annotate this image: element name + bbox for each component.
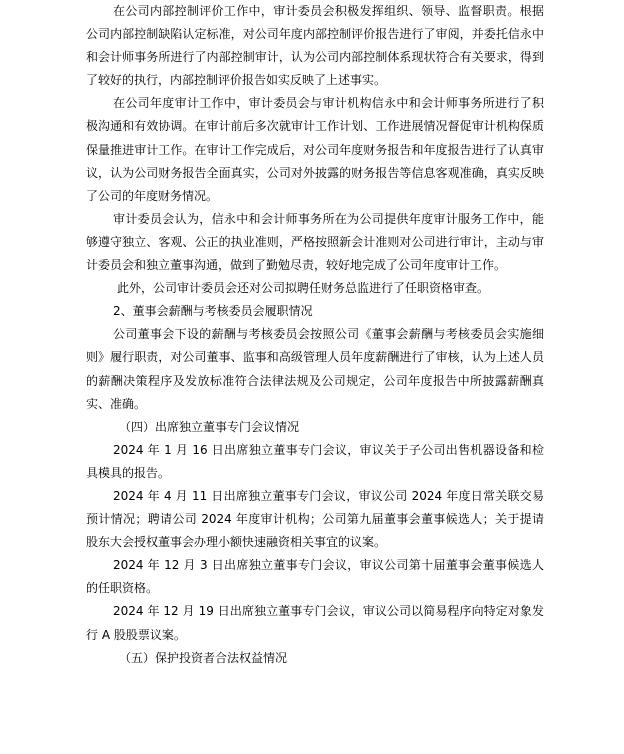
section-heading-investor-protection: （五）保护投资者合法权益情况 <box>119 650 288 665</box>
paragraph-meeting-dec-3: 2024 年 12 月 3 日出席独立董事专门会议，审议公司第十届董事会董事候选人的任职资格。 <box>86 558 544 596</box>
paragraph-meeting-apr-11: 2024 年 4 月 11 日出席独立董事专门会议，审议公司 2024 年度日常关联交易预计情况；聘请公司 2024 年度审计机构；公司第九届董事会董事候选人；关于提请股东大会授权董事会办理小额快速融资相关事宜的议案。 <box>86 488 544 550</box>
paragraph-meeting-dec-19: 2024 年 12 月 19 日出席独立董事专门会议，审议公司以简易程序向特定对象发行 A 股股票议案。 <box>86 604 544 642</box>
section-heading-compensation: 2、董事会薪酬与考核委员会履职情况 <box>113 304 313 319</box>
paragraph-annual-audit: 在公司年度审计工作中，审计委员会与审计机构信永中和会计师事务所进行了积极沟通和有效协调。在审计前后多次就审计工作计划、工作进展情况督促审计机构保质保量推进审计工作。在审计工作完成后，对公司年度财务报告和年度报告进行了认真审议，认为公司财务报告全面真实，公司对外披露的财务报告等信息客观准确，真实反映了公司的年度财务情况。 <box>86 96 544 203</box>
paragraph-cfo-review: 此外，公司审计委员会还对公司拟聘任财务总监进行了任职资格审查。 <box>117 281 490 296</box>
paragraph-meeting-jan-16: 2024 年 1 月 16 日出席独立董事专门会议，审议关于子公司出售机器设备和检具模具的报告。 <box>86 442 544 480</box>
paragraph-compensation-committee: 公司董事会下设的薪酬与考核委员会按照公司《董事会薪酬与考核委员会实施细则》履行职责，对公司董事、监事和高级管理人员年度薪酬进行了审核，认为上述人员的薪酬决策程序及发放标准符合法律法规及公司规定，公司年度报告中所披露薪酬真实、准确。 <box>86 327 544 411</box>
paragraph-internal-control: 在公司内部控制评价工作中，审计委员会积极发挥组织、领导、监督职责。根据公司内部控制缺陷认定标准，对公司年度内部控制评价报告进行了审阅，并委托信永中和会计师事务所进行了内部控制审计，认为公司内部控制体系现状符合有关要求，得到了较好的执行，内部控制评价报告如实反映了上述事实。 <box>86 4 544 88</box>
paragraph-audit-committee-opinion: 审计委员会认为，信永中和会计师事务所在为公司提供年度审计服务工作中，能够遵守独立、客观、公正的执业准则，严格按照新会计准则对公司进行审计，主动与审计委员会和独立董事沟通，做到了勤勉尽责，较好地完成了公司年度审计工作。 <box>86 211 544 273</box>
section-heading-special-meetings: （四）出席独立董事专门会议情况 <box>119 419 300 434</box>
